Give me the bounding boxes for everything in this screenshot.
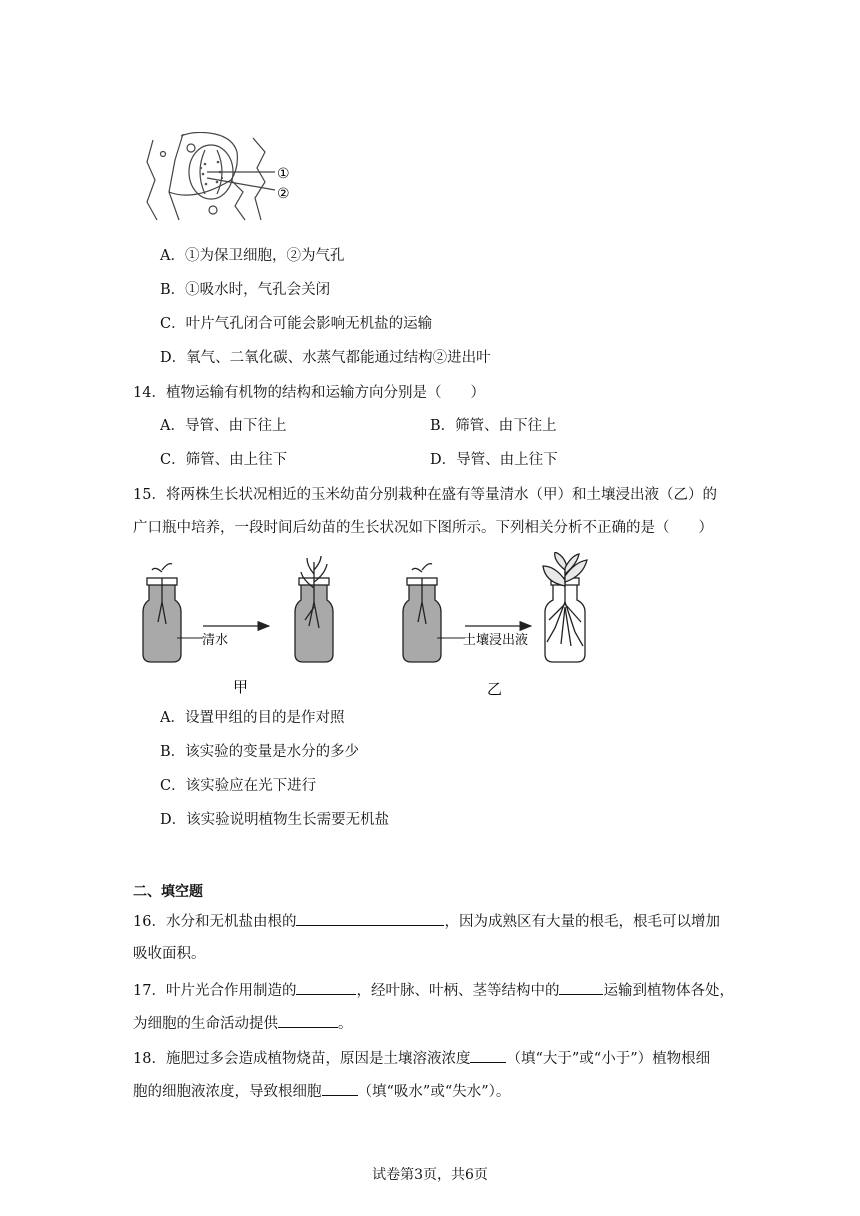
q16-part1: 16．水分和无机盐由根的 (133, 914, 297, 930)
q13-option-a[interactable]: A．①为保卫细胞，②为气孔 (160, 248, 345, 264)
q15-stem-line2: 广口瓶中培养，一段时间后幼苗的生长状况如下图所示。下列相关分析不正确的是（ ） (133, 520, 713, 536)
q15-option-b[interactable]: B．该实验的变量是水分的多少 (160, 744, 360, 760)
q17-line1 (133, 980, 734, 1001)
q14-option-c[interactable]: C．筛管、由上往下 (160, 452, 288, 468)
group-a-label: 甲 (233, 678, 249, 696)
q13-option-b[interactable]: B．①吸水时，气孔会关闭 (160, 282, 331, 298)
q14-option-a[interactable]: A．导管、由下往上 (160, 418, 287, 434)
q16-blank1[interactable] (296, 911, 444, 926)
q17-line2a: 为细胞的生命活动提供 (133, 1016, 278, 1032)
q17-blank1[interactable] (296, 980, 356, 995)
q18-blank1[interactable] (470, 1048, 506, 1063)
q15-option-a[interactable]: A．设置甲组的目的是作对照 (160, 710, 345, 726)
q16-part2: ，因为成熟区有大量的根毛，根毛可以增加 (444, 914, 720, 930)
q18-line2 (133, 1081, 510, 1102)
q15-option-c[interactable]: C．该实验应在光下进行 (160, 778, 317, 794)
group-b-label: 乙 (487, 680, 503, 698)
jar-water-before (143, 564, 181, 662)
q18-line2b: （填“吸水”或“失水”）。 (357, 1084, 511, 1100)
q13-option-c[interactable]: C．叶片气孔闭合可能会影响无机盐的运输 (160, 316, 433, 332)
label-1: ① (277, 166, 290, 182)
q14-option-d[interactable]: D．导管、由上往下 (430, 452, 558, 468)
experiment-figure (135, 552, 595, 702)
q17-blank2[interactable] (559, 980, 603, 995)
water-label: 清水 (202, 633, 229, 648)
q17-part1: 17．叶片光合作用制造的 (133, 983, 297, 999)
q17-part2: ，经叶脉、叶柄、茎等结构中的 (356, 983, 560, 999)
jar-soil-after (543, 552, 587, 662)
q17-part3: 运输到植物体各处， (603, 983, 734, 999)
label-2: ② (277, 186, 290, 202)
stoma-figure (135, 132, 310, 224)
q17-line2b: 。 (338, 1016, 353, 1032)
page-footer: 试卷第3页，共6页 (372, 1167, 488, 1183)
q18-line2a: 胞的细胞液浓度，导致根细胞 (133, 1084, 322, 1100)
q18-part1: 18．施肥过多会造成植物烧苗，原因是土壤溶液浓度 (133, 1051, 471, 1067)
q15-stem-line1: 15．将两株生长状况相近的玉米幼苗分别栽种在盛有等量清水（甲）和土壤浸出液（乙）的 (133, 487, 717, 503)
q17-blank3[interactable] (278, 1013, 338, 1028)
q16-line1 (133, 911, 720, 932)
q18-blank2[interactable] (322, 1081, 358, 1096)
q18-part2: （填“大于”或“小于”）植物根细 (506, 1051, 711, 1067)
q16-line2: 吸收面积。 (133, 946, 206, 962)
jar-water-after (295, 556, 333, 662)
jar-soil-before (403, 564, 441, 662)
soil-label: 土壤浸出液 (463, 633, 529, 648)
q14-stem: 14．植物运输有机物的结构和运输方向分别是（ ） (133, 385, 485, 401)
q17-line2 (133, 1013, 353, 1034)
q13-option-d[interactable]: D．氧气、二氧化碳、水蒸气都能通过结构②进出叶 (160, 350, 491, 366)
q18-line1 (133, 1048, 710, 1069)
q14-option-b[interactable]: B．筛管、由下往上 (430, 418, 557, 434)
section-title: 二、填空题 (133, 884, 203, 900)
q15-option-d[interactable]: D．该实验说明植物生长需要无机盐 (160, 812, 390, 828)
